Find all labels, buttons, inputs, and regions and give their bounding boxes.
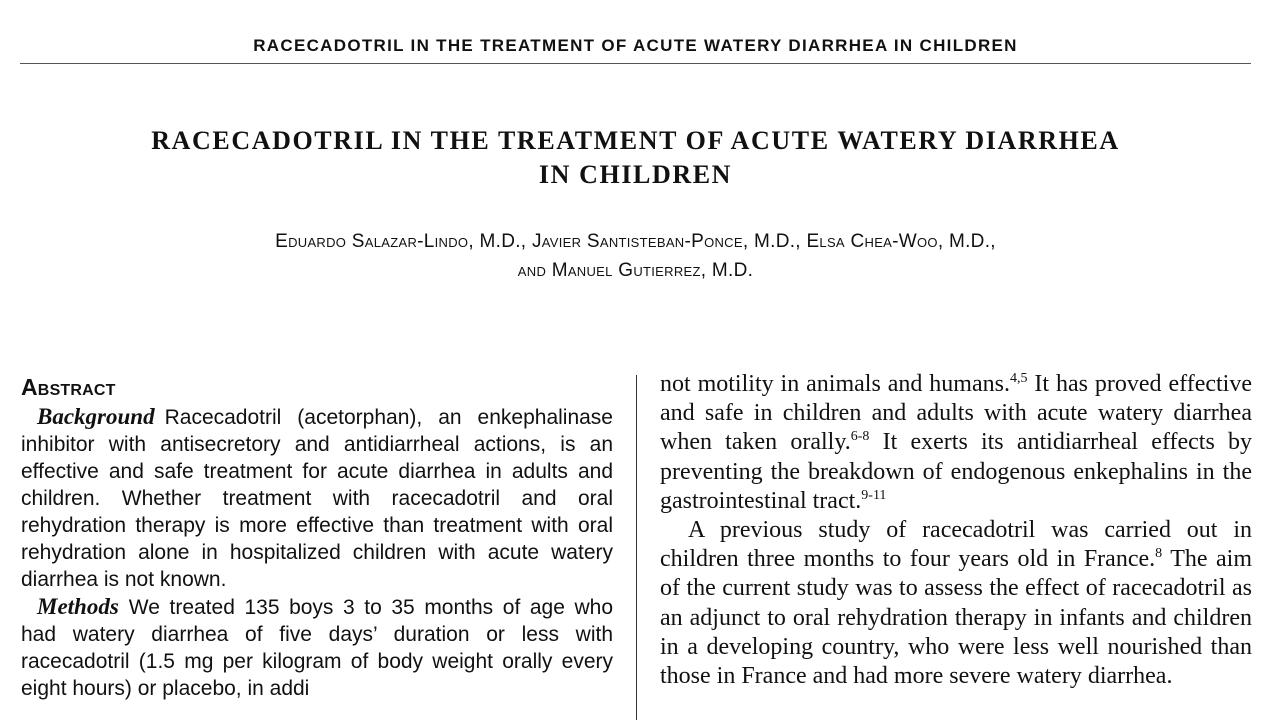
body-text: not motility in animals and humans. [660, 371, 1010, 397]
column-divider [636, 375, 637, 720]
body-paragraph-2 [660, 516, 1252, 691]
article-title-line-2: IN CHILDREN [538, 160, 733, 189]
running-head: RACECADOTRIL IN THE TREATMENT OF ACUTE WATERY DIARRHEA IN CHILDREN [253, 36, 1018, 55]
reference-marker: 8 [1155, 546, 1163, 562]
background-label: Background [37, 404, 155, 429]
reference-marker: 9-11 [861, 487, 887, 503]
article-title [20, 124, 1251, 192]
abstract-heading: Abstract [21, 374, 116, 400]
reference-marker: 6-8 [850, 429, 870, 445]
abstract-background [21, 403, 613, 593]
body-text: The aim of the current study was to assess the effect of racecadotril as an adjunct to oral rehydration therapy in infants and children in a developing country, who were less well nourished than those in France and had more severe watery diarrhea. [660, 546, 1252, 690]
body-text: A previous study of racecadotril was carried out in children three months to four years old in France. [660, 517, 1252, 573]
author-line-2: and Manuel Gutierrez, M.D. [517, 260, 754, 281]
methods-text: We treated 135 boys 3 to 35 months of age who had watery diarrhea of five days’ duration or less with racecadotril (1.5 mg per kilogram of body weight orally every eight hours) or placebo, in addi [21, 596, 613, 700]
body-paragraph-1 [660, 370, 1252, 516]
article-title-line-1: RACECADOTRIL IN THE TREATMENT OF ACUTE WATERY DIARRHEA [151, 126, 1120, 155]
abstract-column [21, 371, 613, 702]
reference-marker: 4,5 [1009, 371, 1028, 386]
abstract-methods [21, 593, 613, 702]
author-line-1: Eduardo Salazar-Lindo, M.D., Javier Santisteban-Ponce, M.D., Elsa Chea-Woo, M.D., [275, 231, 996, 252]
background-text: Racecadotril (acetorphan), an enkephalinase inhibitor with antisecretory and antidiarrheal actions, is an effective and safe treatment for acute diarrhea in adults and children. Whether treatment with racecadotril and oral rehydration therapy is more effective than treatment with oral rehydration alone in hospitalized children with acute watery diarrhea is not known. [21, 406, 613, 591]
methods-label: Methods [37, 594, 119, 619]
body-text: It has proved effective and safe in children and adults with acute watery diarrhea when taken orally. [660, 371, 1252, 456]
body-text: It exerts its antidiarrheal effects by preventing the breakdown of endogenous enkephalins in the gastrointestinal tract. [660, 429, 1252, 514]
header-rule [20, 63, 1251, 64]
body-column [660, 370, 1252, 691]
author-list [20, 227, 1251, 285]
